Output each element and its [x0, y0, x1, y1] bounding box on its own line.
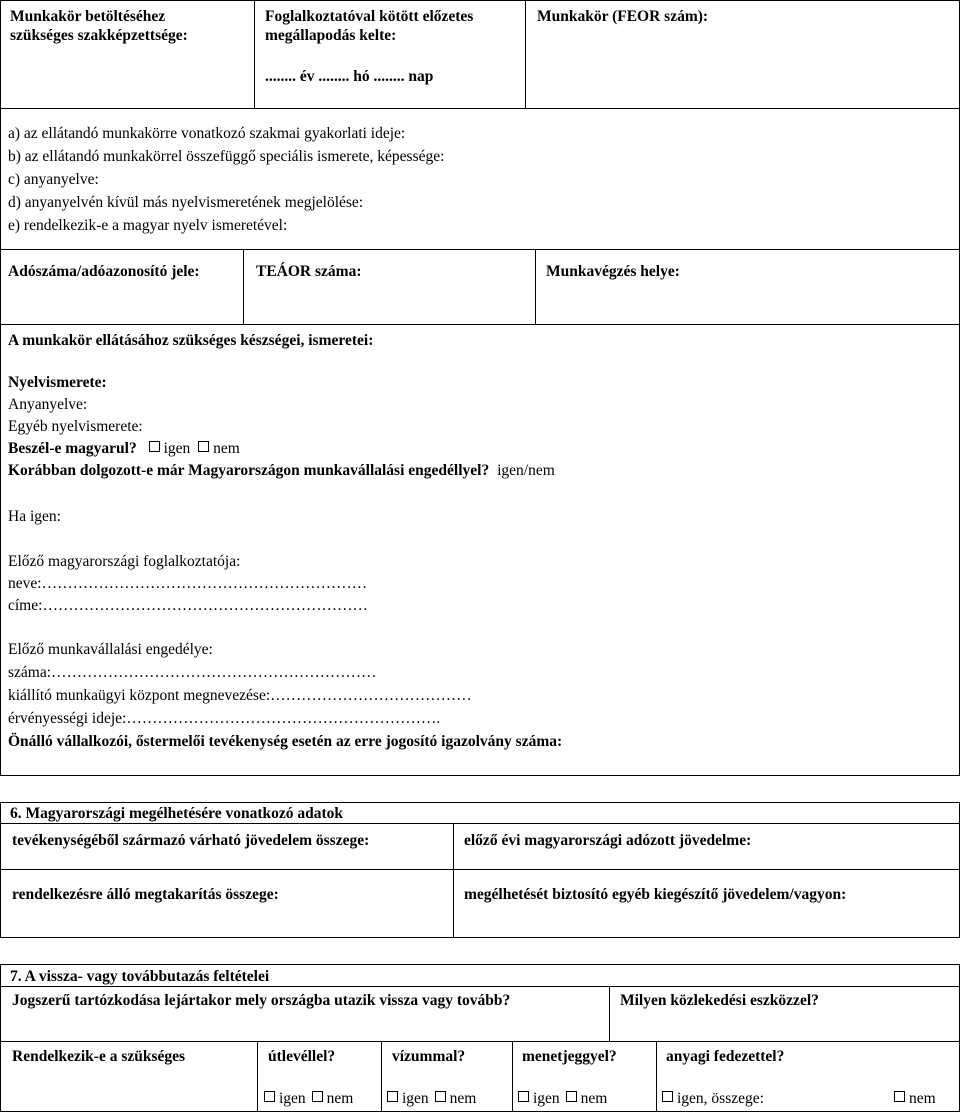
abilities-heading: A munkakör ellátásához szükséges készségei, ismeretei: — [8, 332, 374, 349]
self-employed-label: Önálló vállalkozói, őstermelői tevékenység esetén az erre jogosító igazolvány száma: — [8, 733, 563, 750]
funds-no-label: nem — [909, 1090, 936, 1107]
speaks-no-label: nem — [213, 440, 240, 457]
teaor-label: TEÁOR száma: — [256, 263, 362, 280]
livelihood-row-divider — [0, 869, 960, 870]
skill-b: b) az ellátandó munkakörrel összefüggő speciális ismerete, képessége: — [8, 148, 445, 165]
agreement-date-line: ........ év ........ hó ........ nap — [265, 68, 434, 85]
tax-section — [0, 249, 960, 325]
employer-address-field[interactable]: ……………………………………………………… — [42, 597, 368, 614]
ticket-options — [516, 1089, 607, 1108]
prev-employer-label: Előző magyarországi foglalkoztatója: — [8, 553, 241, 570]
speaks-no-checkbox[interactable] — [198, 441, 209, 452]
top-divider-2 — [525, 0, 526, 109]
worked-before-label: Korábban dolgozott-e már Magyarországon munkavállalási engedéllyel? — [8, 462, 490, 479]
passport-label: útlevéllel? — [268, 1048, 336, 1065]
permit-number-row — [8, 663, 377, 682]
passport-options — [262, 1089, 353, 1108]
livelihood-col-divider — [453, 823, 454, 938]
visa-yes-checkbox[interactable] — [387, 1091, 398, 1102]
permit-validity-label: érvényességi ideje: — [8, 710, 127, 727]
travel-docs-divider-3 — [512, 1041, 513, 1112]
permit-validity-field[interactable]: ……………………………………………………. — [126, 710, 441, 727]
passport-yes-label: igen — [279, 1090, 306, 1107]
livelihood-title-underline — [0, 823, 960, 824]
livelihood-title: 6. Magyarországi megélhetésére vonatkozó adatok — [10, 805, 344, 822]
funds-yes-label: igen, összege: — [677, 1090, 764, 1107]
travel-docs-divider-4 — [656, 1041, 657, 1112]
travel-title: 7. A vissza- vagy továbbutazás feltételei — [10, 968, 270, 985]
agreement-label-1: Foglalkoztatóval kötött előzetes — [265, 8, 474, 25]
tax-divider-1 — [243, 249, 244, 325]
savings-label: rendelkezésre álló megtakarítás összege: — [12, 886, 279, 903]
speaks-yes-label: igen — [163, 440, 191, 457]
passport-yes-checkbox[interactable] — [264, 1091, 275, 1102]
worked-before-row — [8, 461, 555, 480]
qualification-label-1: Munkakör betöltéséhez — [10, 8, 166, 25]
funds-options — [660, 1089, 764, 1108]
qualification-label-2: szükséges szakképzettsége: — [10, 27, 188, 44]
employer-name-label: neve: — [8, 575, 42, 592]
other-language-label: Egyéb nyelvismerete: — [8, 418, 143, 435]
travel-docs-divider-2 — [381, 1041, 382, 1112]
transport-label: Milyen közlekedési eszközzel? — [620, 992, 819, 1009]
ticket-no-checkbox[interactable] — [566, 1091, 577, 1102]
visa-no-checkbox[interactable] — [435, 1091, 446, 1102]
expected-income-label: tevékenységéből származó várható jövedelem összege: — [12, 832, 370, 849]
prev-income-label: előző évi magyarországi adózott jövedelme: — [464, 832, 752, 849]
employer-name-field[interactable]: ……………………………………………………… — [41, 575, 368, 592]
ticket-no-label: nem — [580, 1090, 608, 1107]
workplace-label: Munkavégzés helye: — [546, 263, 680, 280]
speaks-hungarian-label: Beszél-e magyarul? — [8, 440, 137, 457]
ticket-yes-label: igen — [533, 1090, 560, 1107]
employer-address-label: címe: — [8, 597, 43, 614]
permit-validity-row — [8, 709, 440, 728]
ticket-yes-checkbox[interactable] — [518, 1091, 529, 1102]
language-heading: Nyelvismerete: — [8, 374, 107, 391]
has-needed-label: Rendelkezik-e a szükséges — [12, 1048, 186, 1065]
permit-number-field[interactable]: ……………………………………………………… — [51, 664, 377, 681]
permit-issuer-row — [8, 686, 472, 705]
funds-label: anyagi fedezettel? — [666, 1048, 785, 1065]
funds-no-option — [892, 1089, 936, 1108]
tax-id-label: Adószáma/adóazonosító jele: — [8, 263, 200, 280]
travel-docs-divider-1 — [257, 1041, 258, 1112]
skill-c: c) anyanyelve: — [8, 171, 99, 188]
destination-label: Jogszerű tartózkodása lejártakor mely országba utazik vissza vagy tovább? — [12, 992, 511, 1009]
visa-yes-label: igen — [402, 1090, 429, 1107]
passport-no-label: nem — [326, 1090, 354, 1107]
ticket-label: menetjeggyel? — [522, 1048, 617, 1065]
prev-permit-label: Előző munkavállalási engedélye: — [8, 641, 213, 658]
permit-issuer-label: kiállító munkaügyi központ megnevezése: — [8, 687, 271, 704]
visa-no-label: nem — [449, 1090, 477, 1107]
travel-title-underline — [0, 986, 960, 987]
employer-address-row — [8, 596, 368, 615]
skill-a: a) az ellátandó munkakörre vonatkozó szakmai gyakorlati ideje: — [8, 125, 406, 142]
worked-before-answer: igen/nem — [497, 462, 555, 479]
speaks-hungarian-row — [8, 439, 240, 458]
permit-issuer-field[interactable]: ………………………………… — [270, 687, 472, 704]
travel-col-divider — [609, 986, 610, 1041]
visa-options — [385, 1089, 476, 1108]
if-yes-label: Ha igen: — [8, 508, 61, 525]
other-income-label: megélhetését biztosító egyéb kiegészítő jövedelem/vagyon: — [464, 886, 847, 903]
skill-d: d) anyanyelvén kívül más nyelvismeretének megjelölése: — [8, 194, 364, 211]
skill-e: e) rendelkezik-e a magyar nyelv ismeretével: — [8, 217, 288, 234]
top-divider-1 — [254, 0, 255, 109]
employer-name-row — [8, 574, 367, 593]
visa-label: vízummal? — [392, 1048, 466, 1065]
feor-label: Munkakör (FEOR szám): — [537, 8, 709, 25]
funds-yes-checkbox[interactable] — [662, 1091, 673, 1102]
tax-divider-2 — [535, 249, 536, 325]
travel-row-divider — [0, 1041, 960, 1042]
permit-number-label: száma: — [8, 664, 52, 681]
speaks-yes-checkbox[interactable] — [149, 441, 160, 452]
passport-no-checkbox[interactable] — [312, 1091, 323, 1102]
native-language-label: Anyanyelve: — [8, 396, 88, 413]
funds-no-checkbox[interactable] — [894, 1091, 905, 1102]
agreement-label-2: megállapodás kelte: — [265, 27, 397, 44]
